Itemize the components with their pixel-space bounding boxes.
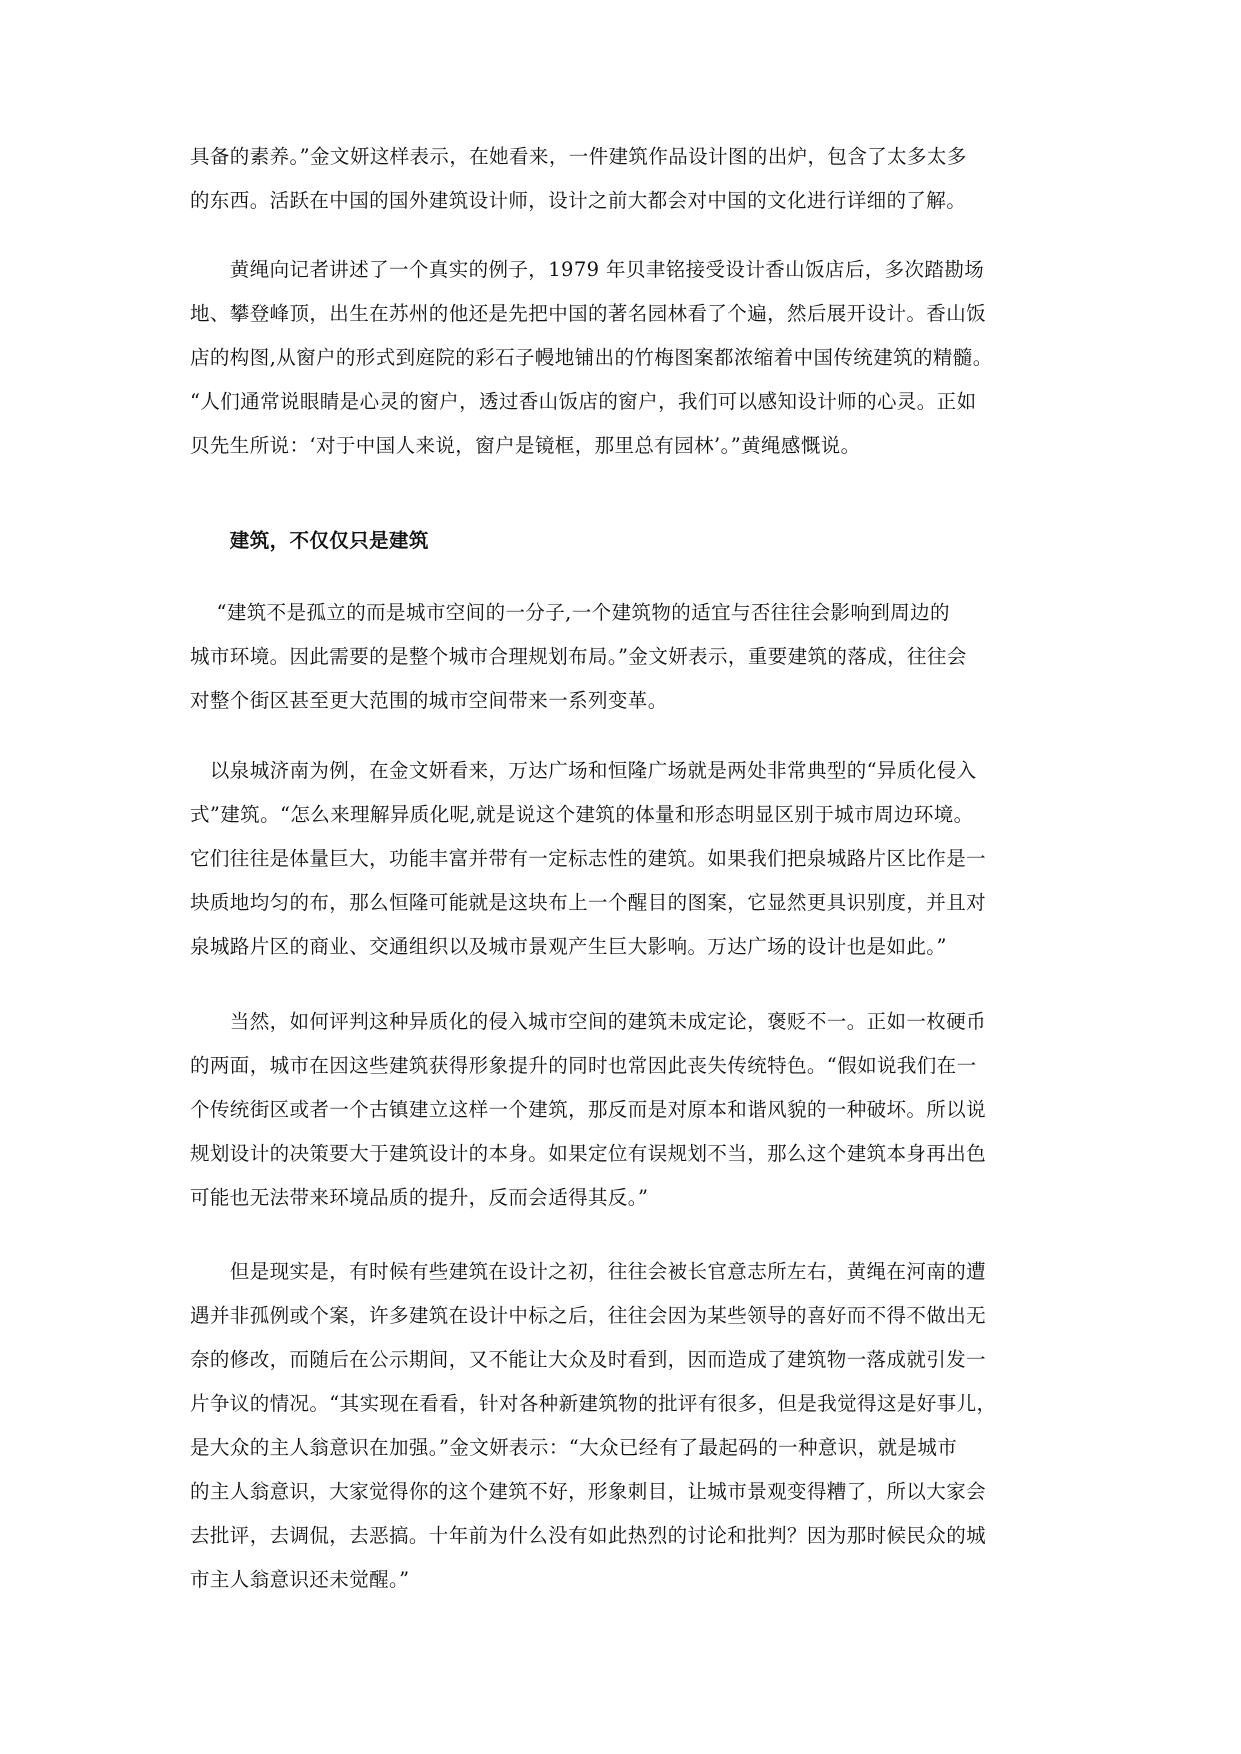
paragraph — [190, 1250, 1056, 1602]
text-line: 具备的素养。”金文妍这样表示，在她看来，一件建筑作品设计图的出炉，包含了太多太多 — [190, 145, 967, 168]
text-line: 式”建筑。“怎么来理解异质化呢,就是说这个建筑的体量和形态明显区别于城市周边环境。 — [190, 803, 974, 826]
text-line: “建筑不是孤立的而是城市空间的一分子,一个建筑物的适宜与否往往会影响到周边的 — [190, 601, 950, 624]
text-line: 的两面，城市在因这些建筑获得形象提升的同时也常因此丧失传统特色。“假如说我们在一 — [190, 1054, 977, 1077]
paragraph — [190, 591, 1056, 723]
text-line: 地、攀登峰顶，出生在苏州的他还是先把中国的著名园林看了个遍，然后展开设计。香山饭 — [190, 302, 987, 325]
text-line: 黄绳向记者讲述了一个真实的例子，1979 年贝聿铭接受设计香山饭店后，多次踏勘场 — [190, 258, 985, 281]
text-line: 贝先生所说：‘对于中国人来说，窗户是镜框，那里总有园林’。”黄绳感慨说。 — [190, 434, 861, 457]
text-line: 泉城路片区的商业、交通组织以及城市景观产生巨大影响。万达广场的设计也是如此。” — [190, 935, 947, 958]
text-line: 的东西。活跃在中国的国外建筑设计师，设计之前大都会对中国的文化进行详细的了解。 — [190, 189, 967, 212]
text-line: 市主人翁意识还未觉醒。” — [190, 1568, 410, 1591]
text-line: 块质地均匀的布，那么恒隆可能就是这块布上一个醒目的图案，它显然更具识别度，并且对 — [190, 891, 987, 914]
text-line: 个传统街区或者一个古镇建立这样一个建筑，那反而是对原本和谐风貌的一种破坏。所以说 — [190, 1098, 987, 1121]
text-line: 规划设计的决策要大于建筑设计的本身。如果定位有误规划不当，那么这个建筑本身再出色 — [190, 1142, 987, 1165]
text-line: 片争议的情况。“其实现在看看，针对各种新建筑物的批评有很多，但是我觉得这是好事儿， — [190, 1392, 997, 1415]
paragraph — [190, 248, 1056, 468]
heading-text: 建筑，不仅仅只是建筑 — [190, 529, 429, 552]
text-line: 遇并非孤例或个案，许多建筑在设计中标之后，往往会因为某些领导的喜好而不得不做出无 — [190, 1304, 987, 1327]
text-line: 的主人翁意识，大家觉得你的这个建筑不好，形象刺目，让城市景观变得糟了，所以大家会 — [190, 1480, 987, 1503]
paragraph — [190, 135, 1056, 223]
section-heading — [190, 519, 1056, 563]
text-line: 它们往往是体量巨大，功能丰富并带有一定标志性的建筑。如果我们把泉城路片区比作是一 — [190, 847, 987, 870]
text-line: 是大众的主人翁意识在加强。”金文妍表示：“大众已经有了最起码的一种意识，就是城市 — [190, 1436, 958, 1459]
text-line: 去批评，去调侃，去恶搞。十年前为什么没有如此热烈的讨论和批判？因为那时候民众的城 — [190, 1524, 987, 1547]
text-line: 以泉城济南为例，在金文妍看来，万达广场和恒隆广场就是两处非常典型的“异质化侵入 — [190, 759, 977, 782]
text-line: 但是现实是，有时候有些建筑在设计之初，往往会被长官意志所左右，黄绳在河南的遭 — [190, 1260, 987, 1283]
paragraph — [190, 749, 1056, 969]
text-line: 城市环境。因此需要的是整个城市合理规划布局。”金文妍表示，重要建筑的落成，往往会 — [190, 645, 967, 668]
text-line: 奈的修改，而随后在公示期间，又不能让大众及时看到，因而造成了建筑物一落成就引发一 — [190, 1348, 987, 1371]
text-line: 店的构图,从窗户的形式到庭院的彩石子幔地铺出的竹梅图案都浓缩着中国传统建筑的精髓。 — [190, 346, 993, 369]
paragraph — [190, 1000, 1056, 1220]
text-line: 可能也无法带来环境品质的提升，反而会适得其反。” — [190, 1186, 649, 1209]
text-line: “人们通常说眼睛是心灵的窗户，透过香山饭店的窗户，我们可以感知设计师的心灵。正如 — [190, 390, 977, 413]
text-line: 对整个街区甚至更大范围的城市空间带来一系列变革。 — [190, 689, 668, 712]
text-line: 当然，如何评判这种异质化的侵入城市空间的建筑未成定论，褒贬不一。正如一枚硬币 — [190, 1010, 987, 1033]
